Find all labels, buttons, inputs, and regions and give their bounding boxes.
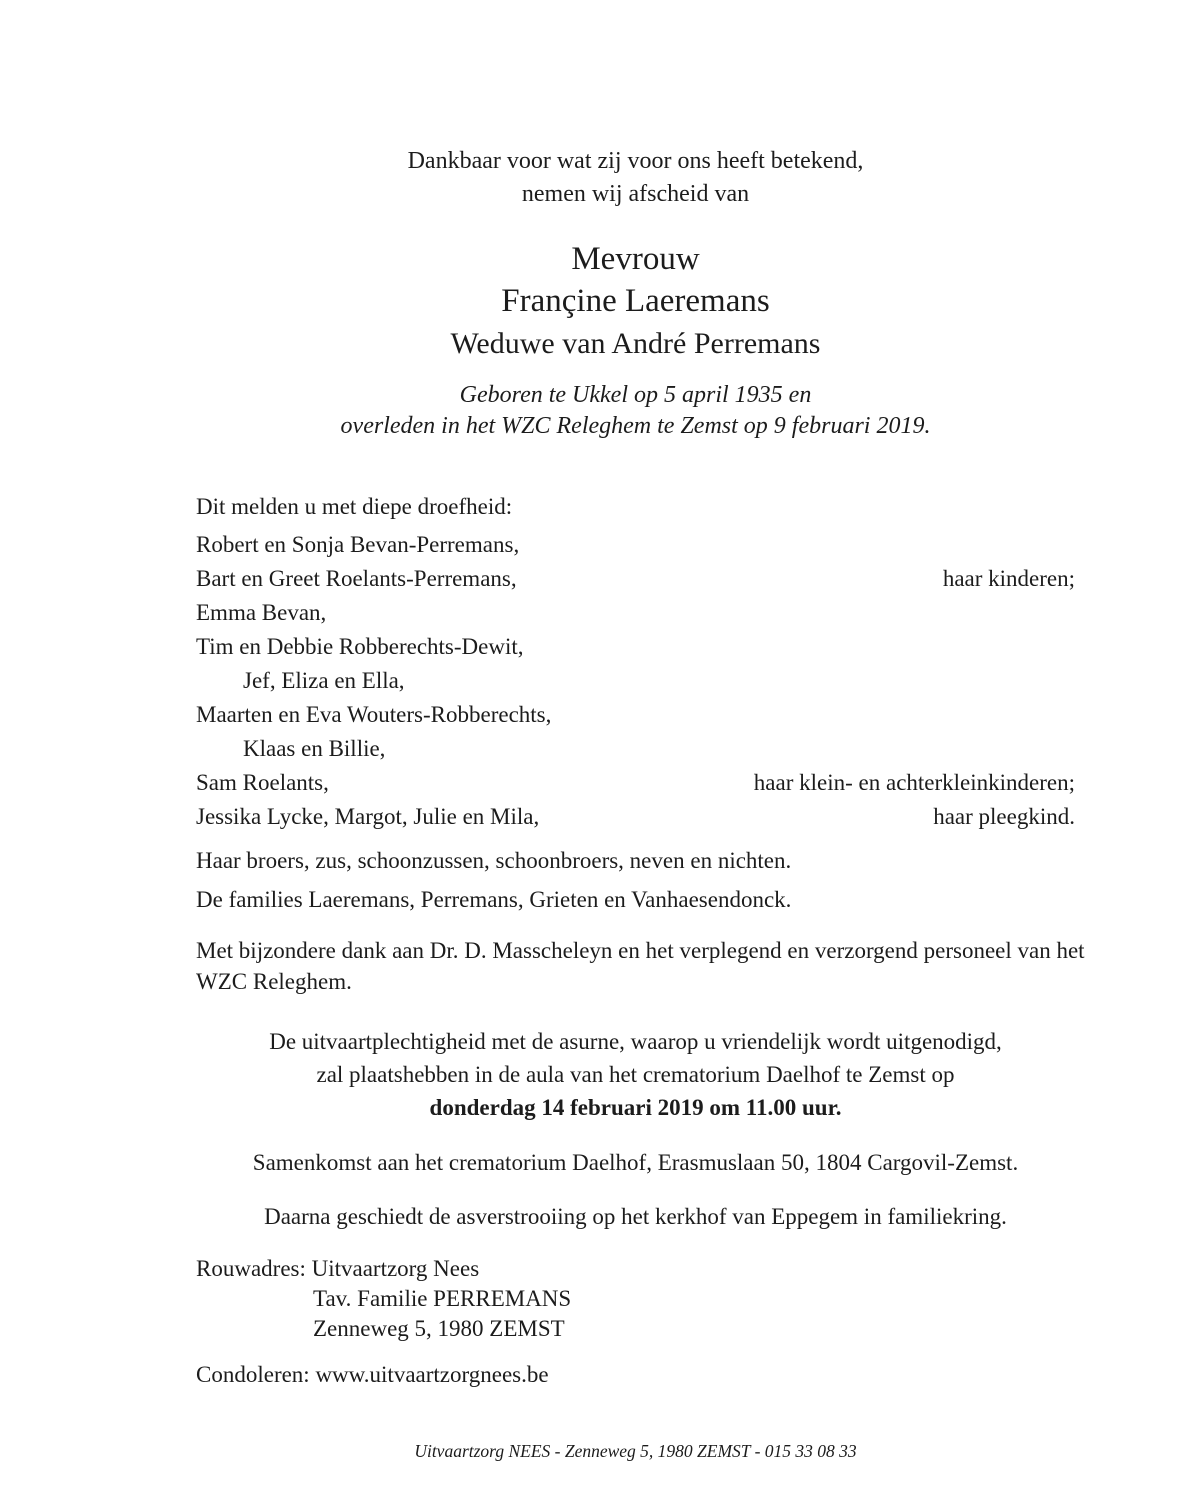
family-member-name: Klaas en Billie, bbox=[243, 736, 386, 761]
life-dates bbox=[196, 380, 1075, 442]
family-row bbox=[196, 698, 1075, 732]
undertaker-footer: Uitvaartzorg NEES - Zenneweg 5, 1980 ZEMST - 015 33 08 33 bbox=[414, 1441, 857, 1461]
ceremony-block bbox=[196, 1025, 1075, 1124]
families-line: De families Laeremans, Perremans, Grieten en Vanhaesendonck. bbox=[196, 887, 792, 912]
ceremony-datetime: donderdag 14 februari 2019 om 11.00 uur. bbox=[429, 1095, 842, 1120]
deceased-salutation: Mevrouw bbox=[571, 241, 700, 277]
thanks-paragraph: Met bijzondere dank aan Dr. D. Masscheleyn en het verplegend en verzorgend personeel van het WZC Releghem. bbox=[196, 938, 1085, 994]
announcement-lead: Dit melden u met diepe droefheid: bbox=[196, 494, 513, 519]
family-row bbox=[196, 800, 1075, 834]
mourning-address-block bbox=[196, 1254, 1075, 1344]
ceremony-line-2: zal plaatshebben in de aula van het crematorium Daelhof te Zemst op bbox=[316, 1062, 955, 1087]
family-member-name: Jessika Lycke, Margot, Julie en Mila, bbox=[196, 804, 540, 829]
birth-line: Geboren te Ukkel op 5 april 1935 en bbox=[459, 382, 812, 408]
relatives-line: Haar broers, zus, schoonzussen, schoonbroers, neven en nichten. bbox=[196, 848, 792, 873]
ash-scattering-line: Daarna geschiedt de asverstrooiing op het kerkhof van Eppegem in familiekring. bbox=[264, 1204, 1007, 1229]
intro-line-2: nemen wij afscheid van bbox=[521, 181, 750, 207]
family-relation-label: haar pleegkind. bbox=[933, 804, 1075, 829]
mourning-address-line-1: Rouwadres: Uitvaartzorg Nees bbox=[196, 1256, 480, 1281]
ceremony-line-1: De uitvaartplechtigheid met de asurne, waarop u vriendelijk wordt uitgenodigd, bbox=[269, 1029, 1002, 1054]
mourning-address-line-3: Zenneweg 5, 1980 ZEMST bbox=[313, 1316, 565, 1341]
widow-line: Weduwe van André Perremans bbox=[450, 327, 821, 360]
family-row bbox=[196, 528, 1075, 562]
condolences-line: Condoleren: www.uitvaartzorgnees.be bbox=[196, 1362, 549, 1387]
family-relation-label: haar klein- en achterkleinkinderen; bbox=[753, 770, 1075, 795]
family-member-name: Sam Roelants, bbox=[196, 770, 329, 795]
family-row bbox=[196, 596, 1075, 630]
family-row bbox=[196, 664, 1075, 698]
death-line: overleden in het WZC Releghem te Zemst op 9 februari 2019. bbox=[340, 413, 931, 439]
family-list bbox=[196, 528, 1075, 834]
family-row bbox=[196, 562, 1075, 596]
family-row bbox=[196, 630, 1075, 664]
deceased-name: Françine Laeremans bbox=[501, 283, 770, 319]
family-member-name: Bart en Greet Roelants-Perremans, bbox=[196, 566, 517, 591]
family-relation-label: haar kinderen; bbox=[942, 566, 1075, 591]
gathering-line: Samenkomst aan het crematorium Daelhof, Erasmuslaan 50, 1804 Cargovil-Zemst. bbox=[252, 1150, 1019, 1175]
family-member-name: Maarten en Eva Wouters-Robberechts, bbox=[196, 702, 552, 727]
family-row bbox=[196, 766, 1075, 800]
family-member-name: Jef, Eliza en Ella, bbox=[243, 668, 405, 693]
family-member-name: Emma Bevan, bbox=[196, 600, 327, 625]
family-member-name: Robert en Sonja Bevan-Perremans, bbox=[196, 532, 520, 557]
family-row bbox=[196, 732, 1075, 766]
announcement-content bbox=[196, 0, 1085, 1392]
intro-line-1: Dankbaar voor wat zij voor ons heeft betekend, bbox=[407, 148, 864, 174]
family-member-name: Tim en Debbie Robberechts-Dewit, bbox=[196, 634, 524, 659]
mourning-address-line-2: Tav. Familie PERREMANS bbox=[313, 1286, 572, 1311]
